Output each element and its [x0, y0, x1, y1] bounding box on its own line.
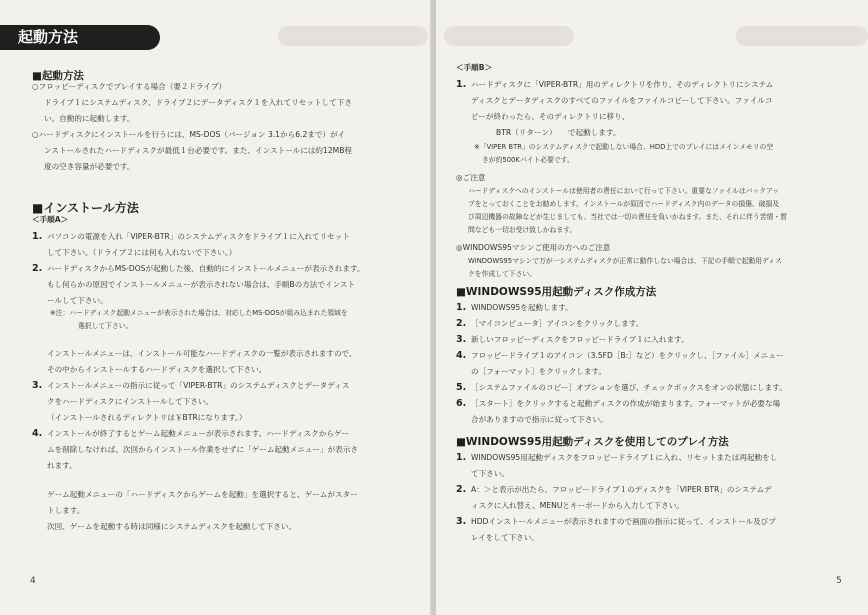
item-number: 1. — [456, 452, 467, 463]
text-line: ムを削除しなければ、次回からインストール作業をせずに「ゲーム起動メニュー」が表示さ — [47, 445, 358, 454]
text-line: ［マイコンピュータ］アイコンをクリックします。 — [471, 319, 644, 328]
caution-line: 問なども一切お受け致しかねます。 — [468, 226, 577, 234]
text-line: ［スタート］をクリックすると起動ディスクの作成が始まります。フォーマットが必要な場 — [471, 399, 781, 408]
text-line: して下さい。（ドライブ２には何も入れないで下さい。） — [47, 248, 237, 257]
step-a-label: ＜手順A＞ — [32, 215, 69, 224]
win95-notice-line: クを作成して下さい。 — [468, 270, 536, 278]
text-line: ンストールされたハードディスクが最低１台必要です。また、インストールには約12MB程 — [44, 146, 353, 155]
text-line: ィスクに入れ替え、MENUとキーボードから入力して下さい。 — [471, 501, 684, 510]
text-line: レイをして下さい。 — [471, 533, 539, 542]
page-number: 5 — [836, 576, 842, 586]
text-line: て下さい。 — [471, 469, 509, 478]
text-line: ○ハードディスクにインストールを行うには、MS-DOS（バージョン 3.1から6.2まで）がイ — [32, 130, 346, 139]
note-line: きが約500Kバイト必要です。 — [482, 156, 574, 164]
text-line: もし何らかの原因でインストールメニューが表示されない場合は、手順Bの方法でインスト — [47, 280, 356, 289]
ghost-tab — [736, 26, 868, 46]
item-number: 3. — [456, 516, 467, 527]
item-number: 1. — [456, 79, 467, 90]
text-line: ドライブ１にシステムディスク、ドライブ２にデータディスク１を入れてリセットして下さ — [44, 98, 352, 107]
caution-title: ◎ご注意 — [456, 173, 486, 182]
item-number: 2. — [456, 484, 467, 495]
ghost-tab — [278, 26, 428, 46]
win95-notice-line: WINDOWS95マシンで万が一システムディスクが正常に動作しない場合は、下記の手順で起動用ディス — [468, 257, 782, 265]
text-line: ールして下さい。 — [47, 296, 108, 305]
win95-notice-title: ◎WINDOWS95マシンご使用の方へのご注意 — [456, 243, 611, 252]
text-line: 次回、ゲームを起動する時は同様にシステムディスクを起動して下さい。 — [47, 522, 297, 531]
item-number: 4. — [32, 428, 43, 439]
item-number: 3. — [456, 334, 467, 345]
item-number: 4. — [456, 350, 467, 361]
text-line: ディスクとデータディスクのすべてのファイルをファイルコピーして下さい。ファイルコ — [471, 96, 773, 105]
item-number: 1. — [32, 231, 43, 242]
text-line: インストールメニューは、インストール可能なハードディスクの一覧が表示されますので、 — [47, 349, 357, 358]
text-line: フロッピードライブ１のアイコン（3.5FD［B:］など）をクリックし、［ファイル］メニュー — [471, 351, 784, 360]
item-number: 2. — [456, 318, 467, 329]
step-b-label: ＜手順B＞ — [456, 63, 493, 72]
caution-line: プをとっておくことをお勧めします。インストールが原因でハードディスク内のデータの損傷、破損及 — [468, 200, 780, 208]
text-line: インストールが終了するとゲーム起動メニューが表示されます。ハードディスクからゲー — [47, 429, 350, 438]
section-tab: 起動方法 — [0, 25, 160, 50]
text-line: WINDOWS95用起動ディスクをフロッピードライブ１に入れ、リセットまたは再起動をし — [471, 453, 778, 462]
item-number: 3. — [32, 380, 43, 391]
text-line: トします。 — [47, 506, 85, 515]
item-number: 6. — [456, 398, 467, 409]
item-number: 2. — [32, 263, 43, 274]
right-page — [436, 0, 868, 615]
text-line: WINDOWS95を起動します。 — [471, 303, 573, 312]
caution-line: ハードディスクへのインストールは使用者の責任において行って下さい。重要なファイルはバックアッ — [468, 187, 780, 195]
caution-line: び周辺機器の故障などが生じましても、当社では一切の責任を負いかねます。また、それに伴う苦情・質 — [468, 213, 787, 221]
ghost-tab — [444, 26, 574, 46]
text-line: れます。 — [47, 461, 77, 470]
text-line: ピーが終わったら、そのディレクトリに移り、 — [471, 112, 630, 121]
heading-install-method: ■インストール方法 — [32, 201, 139, 215]
btr-command-line: BTR（リターン） で起動します。 — [496, 128, 621, 137]
note-line: ※注：ハードディスク起動メニューが表示された場合は、対応したMS-DOSが組み込まれた領域を — [50, 309, 348, 317]
text-line: 新しいフロッピーディスクをフロッピードライブ１に入れます。 — [471, 335, 689, 344]
text-line: 合がありますので指示に従って下さい。 — [471, 415, 608, 424]
heading-boot-disk-create: ■WINDOWS95用起動ディスク作成方法 — [456, 286, 657, 298]
text-line: い。自動的に起動します。 — [44, 114, 135, 123]
text-line: の［フォーマット］をクリックします。 — [471, 367, 607, 376]
note-line: 選択して下さい。 — [78, 322, 133, 330]
text-line: ［システムファイルのコピー］オプションを選び、チェックボックスをオンの状態にします。 — [471, 383, 787, 392]
heading-boot-method: ■起動方法 — [32, 70, 84, 82]
text-line: A：＞と表示が出たら、フロッピードライブ１のディスクを「VIPER BTR」のシステムデ — [471, 485, 772, 494]
text-line: インストールメニューの指示に従って「VIPER-BTR」のシステムディスクとデータディス — [47, 381, 350, 390]
text-line: HDDインストールメニューが表示されますので画面の指示に従って、インストール及びプ — [471, 517, 776, 526]
text-line: その中からインストールするハードディスクを選択して下さい。 — [47, 365, 267, 374]
heading-boot-disk-play: ■WINDOWS95用起動ディスクを使用してのプレイ方法 — [456, 436, 729, 448]
text-line: クをハードディスクにインストールして下さい。 — [47, 397, 214, 406]
text-line: ○フロッピーディスクでプレイする場合（要２ドライブ） — [32, 82, 227, 91]
note-line: ※「VIPER BTR」のシステムディスクで起動しない場合、HDD上でのプレイにはメインメモリの空 — [474, 143, 774, 151]
text-line: パソコンの電源を入れ「VIPER-BTR」のシステムディスクをドライブ１に入れてリセット — [47, 232, 350, 241]
text-line: ハードディスクからMS-DOSが起動した後、自動的にインストールメニューが表示されます。 — [47, 264, 365, 273]
item-number: 5. — [456, 382, 467, 393]
text-line: （インストールされるディレクトリは￥BTRになります。） — [47, 413, 247, 422]
text-line: ゲーム起動メニューの「ハードディスクからゲームを起動」を選択すると、ゲームがスター — [47, 490, 358, 499]
text-line: 度の空き容量が必要です。 — [44, 162, 135, 171]
text-line: ハードディスクに「VIPER-BTR」用のディレクトリを作り、そのディレクトリにシステム — [471, 80, 774, 89]
left-page — [0, 0, 432, 615]
item-number: 1. — [456, 302, 467, 313]
page-number: 4 — [30, 576, 36, 586]
